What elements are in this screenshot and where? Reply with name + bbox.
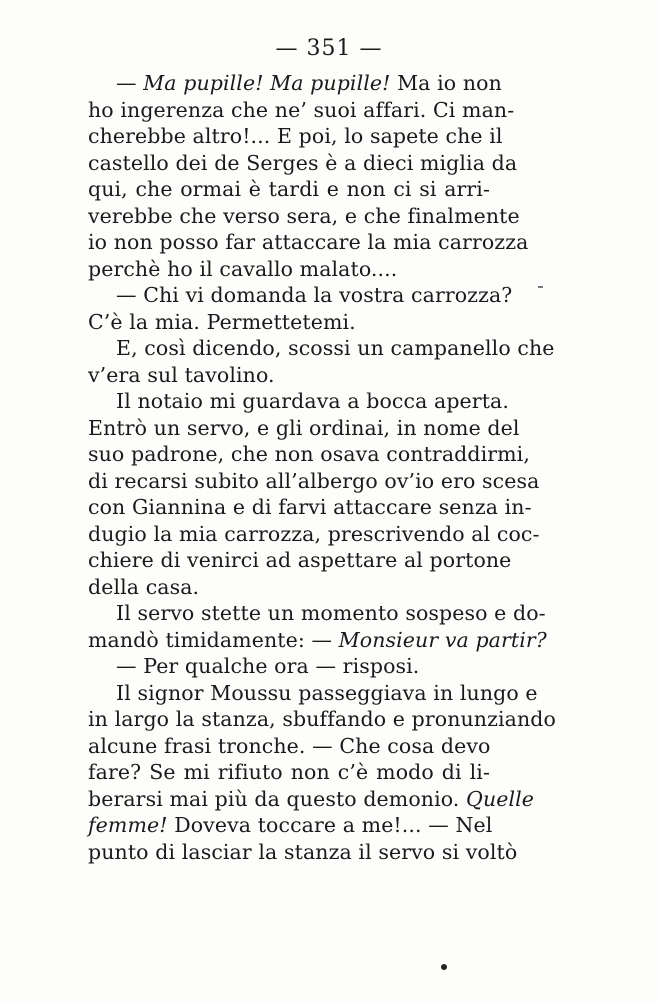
text-line [88, 839, 518, 866]
page-body-text [88, 70, 556, 865]
text-run: v’era sul tavolino. [88, 362, 275, 387]
text-run: perchè ho il cavallo malato.... [88, 256, 398, 281]
text-run: di recarsi subito all’albergo ov’io ero scesa [88, 468, 540, 493]
text-run: E, così dicendo, scossi un campanello che [116, 336, 555, 360]
text-line [88, 70, 502, 97]
text-run: castello dei de Serges è a dieci miglia da [88, 150, 518, 175]
text-run: fare? Se mi rifiuto non c’è modo di li- [88, 760, 490, 784]
text-line [88, 600, 546, 627]
text-run: Doveva toccare a me!... — Nel [167, 813, 493, 837]
text-run: C’è la mia. Permettetemi. [88, 309, 356, 334]
text-line [88, 256, 490, 283]
text-run: dugio la mia carrozza, prescrivendo al coc- [88, 521, 540, 546]
text-line [88, 653, 490, 680]
text-run: — [116, 71, 144, 95]
text-line [88, 362, 490, 389]
text-run: suo padrone, che non osava contraddirmi, [88, 442, 530, 466]
text-line [88, 680, 538, 707]
text-run: Il notaio mi guardava a bocca aperta. [116, 389, 509, 413]
text-line [88, 468, 540, 495]
text-line [88, 733, 490, 760]
text-line [88, 415, 520, 442]
text-line [88, 494, 532, 521]
ink-dot-mark [441, 964, 447, 970]
text-line [88, 759, 490, 786]
italic-text-run: Monsieur va partir? [338, 627, 547, 652]
text-run: punto di lasciar la stanza il servo si voltò [88, 839, 518, 864]
text-line [88, 574, 490, 601]
text-run: con Giannina e di farvi attaccare senza in- [88, 495, 532, 519]
text-run: cherebbe altro!... E poi, lo sapete che il [88, 124, 503, 148]
text-run: berarsi mai più da questo demonio. [88, 786, 467, 811]
text-run: verebbe che verso sera, e che finalmente [88, 203, 520, 228]
text-run: ho ingerenza che ne’ suoi affari. Ci man- [88, 97, 515, 122]
text-line [88, 388, 509, 415]
text-run: alcune frasi tronche. — Che cosa devo [88, 733, 491, 758]
text-run: chiere di venirci ad aspettare al portone [88, 548, 512, 572]
text-line [88, 335, 555, 362]
text-line [88, 229, 529, 256]
text-line [88, 627, 547, 654]
text-run: — Per qualche ora — risposi. [116, 654, 420, 678]
text-run: qui, che ormai è tardi e non ci si arri- [88, 177, 490, 201]
text-run: Entrò un servo, e gli ordinai, in nome del [88, 415, 520, 440]
text-run: Ma io non [390, 71, 502, 95]
text-run: io non posso far attaccare la mia carrozza [88, 230, 529, 254]
text-line [88, 123, 503, 150]
text-line [88, 97, 515, 124]
text-line [88, 282, 513, 309]
page-number: — 351 — [275, 36, 383, 61]
italic-text-run: Ma pupille! Ma pupille! [143, 71, 391, 95]
text-line [88, 150, 518, 177]
text-line [88, 203, 520, 230]
text-line [88, 441, 530, 468]
text-run: mandò timidamente: — [88, 627, 339, 652]
text-run: Il servo stette un momento sospeso e do- [116, 601, 546, 625]
italic-text-run: Quelle [466, 786, 535, 811]
text-line [88, 706, 556, 733]
text-run: della casa. [88, 574, 200, 599]
text-run: in largo la stanza, sbuffando e pronunziando [88, 707, 556, 731]
text-line [88, 309, 490, 336]
text-run: — Chi vi domanda la vostra carrozza? [116, 283, 513, 307]
text-line [88, 547, 512, 574]
margin-mark [538, 286, 543, 288]
text-run: Il signor Moussu passeggiava in lungo e [116, 680, 538, 705]
text-line [88, 786, 535, 813]
italic-text-run: femme! [88, 813, 168, 837]
text-line [88, 176, 490, 203]
text-line [88, 521, 540, 548]
text-line [88, 812, 493, 839]
